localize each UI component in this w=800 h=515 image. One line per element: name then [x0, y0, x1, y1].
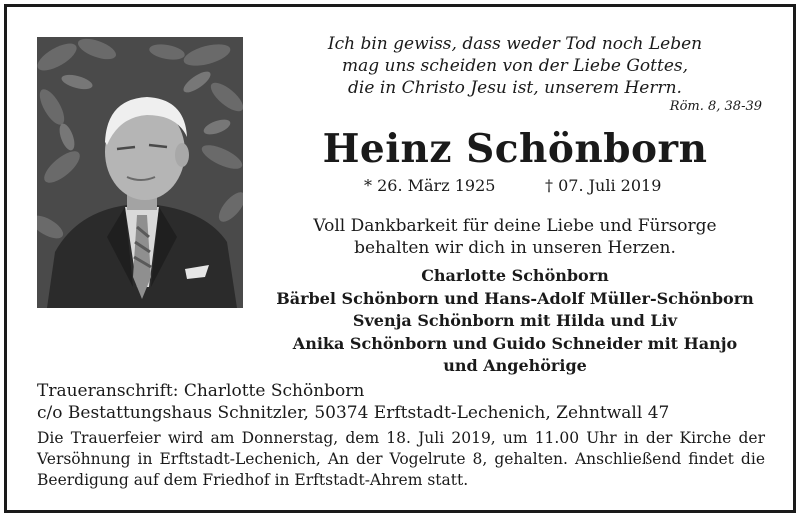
address-line: c/o Bestattungshaus Schnitzler, 50374 Erftstadt-Lechenich, Zehntwall 47	[37, 403, 670, 423]
family-line: Bärbel Schönborn und Hans-Adolf Müller-Schönborn	[276, 288, 754, 308]
thanks-text	[250, 215, 780, 259]
portrait-photo	[37, 37, 243, 308]
thanks-line: behalten wir dich in unseren Herzen.	[354, 238, 676, 258]
family-line: Charlotte Schönborn	[421, 266, 609, 285]
verse-line: mag uns scheiden von der Liebe Gottes,	[341, 56, 689, 76]
verse-reference: Röm. 8, 38-39	[669, 99, 762, 114]
thanks-line: Voll Dankbarkeit für deine Liebe und Fürsorge	[313, 216, 717, 236]
verse-line: Ich bin gewiss, dass weder Tod noch Leben	[327, 34, 703, 54]
bible-verse	[300, 33, 730, 99]
family-list	[250, 265, 780, 378]
death-date: † 07. Juli 2019	[545, 176, 662, 195]
family-line: Anika Schönborn und Guido Schneider mit Hanjo	[292, 333, 738, 353]
portrait-illustration	[37, 37, 243, 308]
deceased-name: Heinz Schönborn	[322, 126, 708, 172]
funeral-notice: Die Trauerfeier wird am Donnerstag, dem 18. Juli 2019, um 11.00 Uhr in der Kirche der Versöhnung in Erftstadt-Lechenich, An der Vogelrute 8, gehalten. Anschließend findet die Beerdigung auf dem Friedhof in Erftstadt-Ahrem statt.	[37, 429, 765, 489]
family-line: und Angehörige	[443, 356, 587, 375]
address-line: Traueranschrift: Charlotte Schönborn	[37, 381, 365, 401]
mourning-address	[37, 380, 669, 424]
birth-date: * 26. März 1925	[364, 176, 496, 195]
verse-line: die in Christo Jesu ist, unserem Herrn.	[348, 78, 682, 98]
family-line: Svenja Schönborn mit Hilda und Liv	[352, 311, 678, 330]
